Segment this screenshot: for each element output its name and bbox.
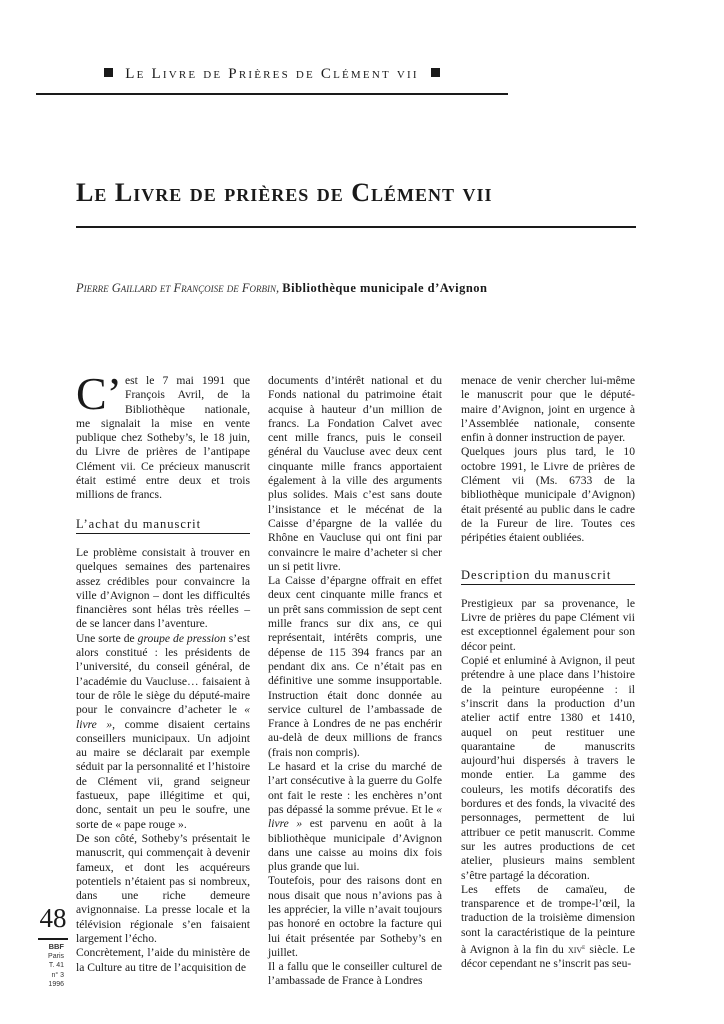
paragraph: Quelques jours plus tard, le 10 octobre 1991, le Livre de prières de Clément vii (Ms. 6733 de la bibliothèque municipale d’Avignon) était présenté au public dans le cadre de la Fureur de lire. Toutes ces péripéties étaient oubliées. [461, 445, 635, 545]
running-head-text: Le Livre de Prières de Clément vii [125, 66, 419, 82]
paragraph: De son côté, Sotheby’s présentait le manuscrit, qui commençait à devenir fameux, et dont les acquéreurs potentiels n’étaient pas si nombreux, dans une riche demeure avignonnaise. La presse locale et la télévision régionale s’en faisaient largement l’écho. [76, 831, 250, 945]
article-title: Le Livre de prières de Clément vii [76, 178, 493, 207]
text-column-2 [268, 374, 442, 989]
square-bullet-icon [431, 68, 440, 77]
page-number: 48 [39, 903, 67, 933]
journal-year: 1996 [48, 981, 64, 989]
byline [76, 281, 636, 296]
text-column-3 [461, 374, 635, 972]
journal-info [38, 942, 64, 990]
drop-cap: C’ [76, 368, 122, 419]
page-number-rule [38, 938, 68, 940]
author-institution: Bibliothèque municipale d’Avignon [282, 281, 488, 295]
journal-name: BBF [48, 942, 64, 951]
paragraph: La Caisse d’épargne offrait en effet deux cent cinquante mille francs et un prêt sans commission de sept cent mille francs sur dix ans, ce qui représentait, intérêts compris, une dépense de 115 394 francs par an pendant dix ans. Ce n’était pas en définitive une somme insupportable. Instruction était donc donnée au service culturel de l’ambassade de France à Londres de ne pas enchérir au-delà de deux millions de francs (frais non compris). [268, 574, 442, 759]
paragraph: Il a fallu que le conseiller culturel de l’ambassade de France à Londres [268, 960, 442, 988]
paragraph: menace de venir chercher lui-même le manuscrit pour que le député-maire d’Avignon, joint en urgence à l’Assemblée nationale, consente enfin à donner instruction de payer. [461, 374, 635, 445]
title-rule [76, 226, 636, 228]
paragraph: Copié et enluminé à Avignon, il peut prétendre à une place dans l’histoire de la peinture européenne : il s’inscrit dans la production d’un atelier actif entre 1380 et 1410, auquel on peut restituer une quarantaine de manuscrits aujourd’hui dispersés à travers le monde entier. La gamme des couleurs, les motifs décoratifs des bordures et des fonds, la vivacité des personnages, permettent de lui attribuer ce petit manuscrit. Comme sur les autres productions de cet atelier, plusieurs mains semblent s’être partagé la décoration. [461, 654, 635, 882]
author-names: Pierre Gaillard et Françoise de Forbin, [76, 281, 280, 295]
journal-city: Paris [48, 952, 64, 960]
header-rule [36, 93, 508, 95]
journal-volume: T. 41 [48, 962, 64, 970]
paragraph: Concrètement, l’aide du ministère de la Culture au titre de l’acquisition de [76, 946, 250, 974]
running-head [36, 66, 508, 83]
paragraph: documents d’intérêt national et du Fonds national du patrimoine était acquise à hauteur d’un million de francs. La Fondation Calvet avec cent mille francs, puis le conseil général du Vaucluse avec deux cent cinquante mille francs apportaient également à la ville des arguments plus solides. Mais c’est sans doute l’insistance et le mécénat de la Caisse d’épargne de la vallée du Rhône en Vaucluse qui ont fini par convaincre le maire d’acheter si cher un si petit livre. [268, 374, 442, 573]
section-heading-description: Description du manuscrit [461, 568, 635, 585]
square-bullet-icon [104, 68, 113, 77]
paragraph: Une sorte de groupe de pression s’est alors constitué : les présidents de l’université, du conseil général, de l’académie du Vaucluse… faisaient à tour de rôle le siège du député-maire pour le convaincre d’acheter le « livre », comme disaient certains conseillers municipaux. Un adjoint au maire se déclarait par exemple séduit par la personnalité et l’histoire de Clément vii, grand seigneur fastueux, pape illégitime et qui, donc, sentait un peu le soufre, une sorte de « pape rouge ». [76, 631, 250, 831]
paragraph: Le hasard et la crise du marché de l’art consécutive à la guerre du Golfe ont fait le reste : les enchères n’ont pas dépassé la somme prévue. Et le « livre » est parvenu en août à la bibliothèque municipale d’Avignon dans une caisse au moins dix fois plus grande que lui. [268, 760, 442, 874]
paragraph: Toutefois, pour des raisons dont en nous disait que nous n’avions pas à les apprécier, la ville n’avait toujours pas honoré en octobre la facture qui lui était présentée par Sotheby’s en juillet. [268, 874, 442, 959]
paragraph: Le problème consistait à trouver en quelques semaines des partenaires assez crédibles pour convaincre la ville d’Avignon – dont les difficultés financières sont hélas très réelles – de se lancer dans l’aventure. [76, 545, 250, 631]
journal-issue: n° 3 [51, 971, 64, 979]
paragraph: Les effets de camaïeu, de transparence et de trompe-l’œil, la traduction de la troisième dimension sont la caractéristique de la peinture à Avignon à la fin du xiv$^e$ siècle. Le décor cependant ne s’inscrit pas seu- [461, 882, 635, 971]
text-column-1 [76, 368, 250, 975]
paragraph: Prestigieux par sa provenance, le Livre de prières du pape Clément vii est exceptionnel également pour son décor peint. [461, 596, 635, 653]
section-heading-achat: L’achat du manuscrit [76, 517, 250, 534]
intro-paragraph: C’ est le 7 mai 1991 que François Avril, de la Bibliothèque nationale, me signalait la mise en vente publique chez Sotheby’s, le 18 juin, du Livre de prières de l’antipape Clément vii. Ce précieux manuscrit était estimé entre deux et trois millions de francs. [76, 368, 250, 502]
